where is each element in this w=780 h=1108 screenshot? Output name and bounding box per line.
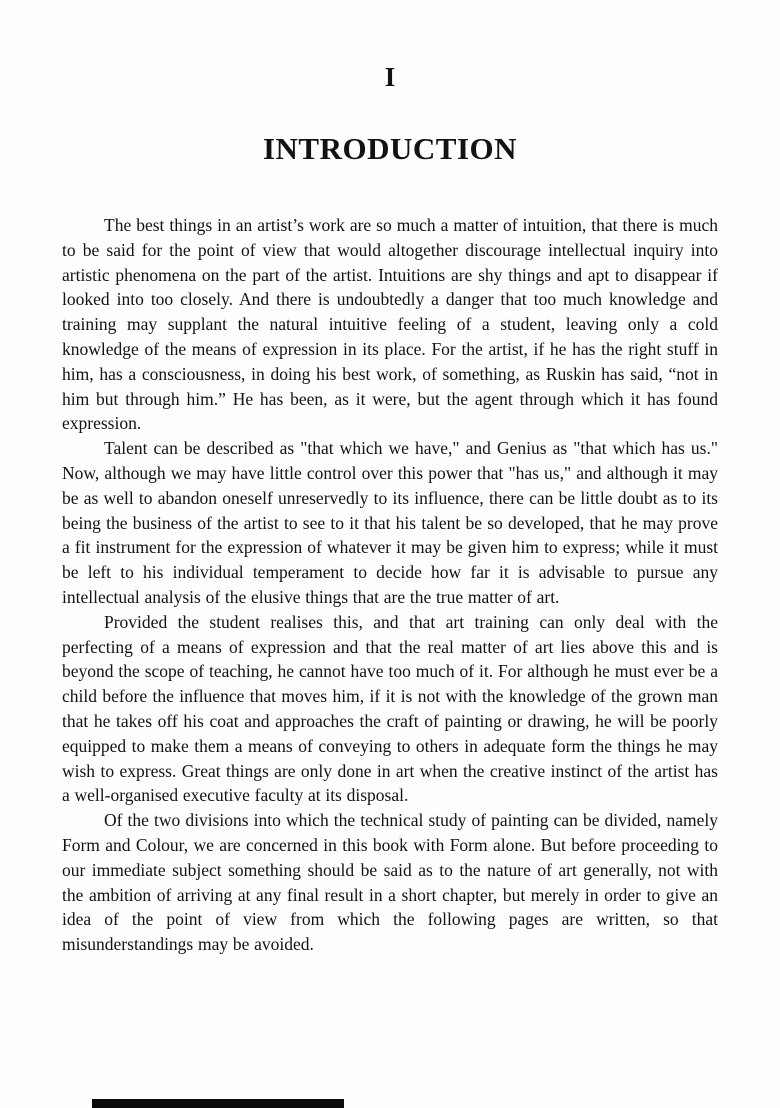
paragraph: Talent can be described as "that which we have," and Genius as "that which has us." Now, although we may have little control over this power that "has us," and although it may be as well to abandon oneself unreservedly to its influence, there can be little doubt as to its being the business of the artist to see to it that his talent be so developed, that he may prove a fit instrument for the expression of whatever it may be given him to express; while it must be left to his individual temperament to decide how far it is advisable to pursue any intellectual analysis of the elusive things that are the true matter of art. — [62, 438, 718, 607]
paragraph: The best things in an artist’s work are so much a matter of intuition, that there is much to be said for the point of view that would altogether discourage intellectual inquiry into artistic phenomena on the part of the artist. Intuitions are shy things and apt to disappear if looked into too closely. And there is undoubtedly a danger that too much knowledge and training may supplant the natural intuitive feeling of a student, leaving only a cold knowledge of the means of expression in its place. For the artist, if he has the right stuff in him, has a consciousness, in doing his best work, of something, as Ruskin has said, “not in him but through him.” He has been, as it were, but the agent through which it has found expression. — [62, 215, 718, 434]
paragraph: Of the two divisions into which the technical study of painting can be divided, namely Form and Colour, we are concerned in this book with Form alone. But before proceeding to our immediate subject something should be said as to the nature of art generally, not with the ambition of arriving at any final result in a short chapter, but merely in order to give an idea of the point of view from which the following pages are written, so that misunderstandings may be avoided. — [62, 810, 718, 955]
page-title: INTRODUCTION — [262, 131, 518, 166]
chapter-number: I — [384, 62, 396, 92]
body-text — [62, 213, 718, 957]
paragraph: Provided the student realises this, and that art training can only deal with the perfecting of a means of expression and that the real matter of art lies above this and is beyond the scope of teaching, he cannot have too much of it. For although he must ever be a child before the influence that moves him, if it is not with the knowledge of the grown man that he takes off his coat and approaches the craft of painting or drawing, he will be poorly equipped to make them a means of conveying to others in adequate form the things he may wish to express. Great things are only done in art when the creative instinct of the artist has a well-organised executive faculty at its disposal. — [62, 611, 718, 806]
scan-artifact — [92, 1099, 344, 1108]
